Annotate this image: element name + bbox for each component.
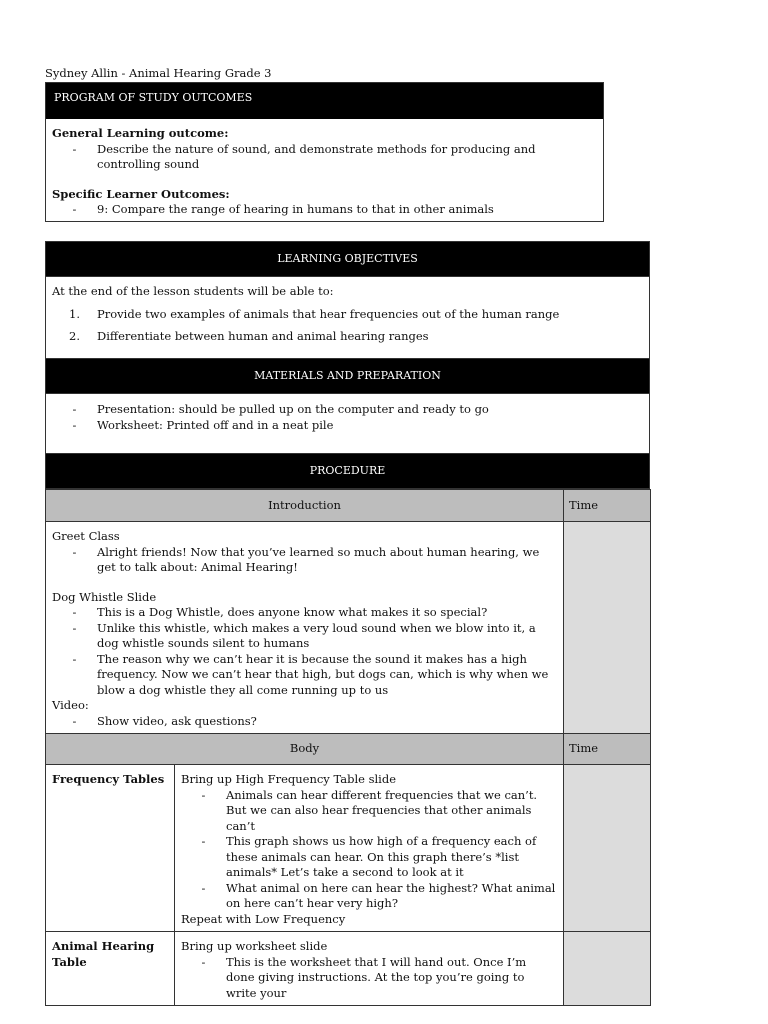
objectives-heading: LEARNING OBJECTIVES xyxy=(45,241,650,277)
frequency-tables-content: Bring up High Frequency Table slide - Animals can hear different frequencies that we can’t. But we can also hear frequencies that other animals can’t - This graph shows us how high of a frequency each of these animals can hear. On this graph there’s *list animals* Let’s take a second to look at it - What animal on here can hear the highest? What animal on here can’t hear very high? Repeat with Low Frequency xyxy=(175,765,564,932)
procedure-heading: PROCEDURE xyxy=(45,453,650,489)
list-item: 1. Provide two examples of animals that hear frequencies out of the human range xyxy=(69,306,560,321)
frequency-tables-label: Frequency Tables xyxy=(46,765,175,932)
time-header: Time xyxy=(564,734,651,765)
time-header: Time xyxy=(564,490,651,522)
frequency-tables-time-cell xyxy=(564,765,651,932)
general-outcome-label: General Learning outcome: xyxy=(52,126,229,140)
list-item: - This is the worksheet that I will hand out. Once I’m done giving instructions. At the top you’re going to write your xyxy=(201,954,527,1000)
animal-hearing-table-content: Bring up worksheet slide - This is the worksheet that I will hand out. Once I’m done giving instructions. At the top you’re going to write your xyxy=(175,932,564,1006)
body-header: Body xyxy=(46,734,564,765)
animal-hearing-table-time-cell xyxy=(564,932,651,1006)
materials-heading: MATERIALS AND PREPARATION xyxy=(45,358,650,394)
list-item: - The reason why we can’t hear it is because the sound it makes has a high frequency. Now we can’t hear that high, but dogs can, which is why when we blow a dog whistle they all come running up to us xyxy=(72,651,549,697)
lesson-plan-table xyxy=(45,241,650,1000)
list-item: - Show video, ask questions? xyxy=(72,713,257,728)
list-item: - Describe the nature of sound, and demonstrate methods for producing and controlling sound xyxy=(72,141,536,171)
animal-hearing-table-label: Animal Hearing Table xyxy=(46,932,175,1006)
objectives-intro: At the end of the lesson students will be able to: xyxy=(52,284,334,298)
list-item: - What animal on here can hear the highest? What animal on here can’t hear very high? xyxy=(201,880,556,910)
list-item: - This is a Dog Whistle, does anyone know what makes it so special? xyxy=(72,605,488,619)
list-item: - 9: Compare the range of hearing in humans to that in other animals xyxy=(72,202,494,216)
outcomes-box xyxy=(45,82,604,222)
introduction-content: Greet Class - Alright friends! Now that you’ve learned so much about human hearing, we get to talk about: Animal Hearing! Dog Whistle Slide - This is a Dog Whistle, does anyone know what makes it so special? - Unlike this whistle, which makes a very loud sound when we blow into it, a dog whistle sounds silent to humans - The reason why we can’t hear it is because the sound it makes has a high frequency. Now we can’t hear that high, but dogs can, which is why when we blow a dog whistle they all come running up to us Video: - Show video, ask questions? xyxy=(46,522,564,734)
list-item: - Worksheet: Printed off and in a neat pile xyxy=(72,417,334,432)
outcomes-heading: PROGRAM OF STUDY OUTCOMES xyxy=(46,83,603,119)
list-item: - This graph shows us how high of a frequency each of these animals can hear. On this graph there’s *list animals* Let’s take a second to look at it xyxy=(201,834,537,879)
list-item: - Presentation: should be pulled up on the computer and ready to go xyxy=(72,402,489,416)
list-item: 2. Differentiate between human and animal hearing ranges xyxy=(69,329,429,343)
specific-outcome-label: Specific Learner Outcomes: xyxy=(52,186,230,201)
list-item: - Alright friends! Now that you’ve learned so much about human hearing, we get to talk about: Animal Hearing! xyxy=(72,544,540,574)
introduction-time-cell xyxy=(564,522,651,734)
introduction-header: Introduction xyxy=(46,490,564,522)
document-title: Sydney Allin - Animal Hearing Grade 3 xyxy=(45,66,272,80)
list-item: - Animals can hear different frequencies that we can’t. But we can also hear frequencies that other animals can’t xyxy=(201,787,538,833)
list-item: - Unlike this whistle, which makes a very loud sound when we blow into it, a dog whistle sounds silent to humans xyxy=(72,620,536,650)
